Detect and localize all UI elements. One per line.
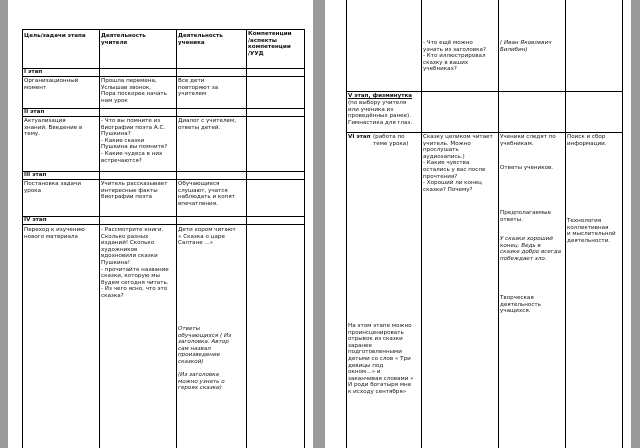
stage1-goal: Организационный момент (24, 78, 79, 91)
stage1-title: I этап (24, 69, 43, 75)
stage1-student: Все дети повторяют за учителем (178, 78, 219, 98)
stage6-student-e: Творческая деятельность учащихся. (500, 295, 541, 315)
stage3-student: Обучающиеся слушают, учатся наблюдать и копят впечатления. (178, 181, 235, 207)
stage4-teacher: - Рассмотрите книги. Сколько разных изданий! Сколько художников вдохновили сказки Пушкина! - прочитайте название сказки, которую мы будем сегодня читать. - Из чего ясно, что это сказка? (101, 227, 169, 299)
stage6-competence-b: Технология коллективная и мыслительной деятельности. (567, 218, 616, 244)
top-student: ( Иван Яковлевич Билибин) (500, 40, 552, 53)
stage1-teacher: Прошла перемена, Услышав звонок, Пора поскорее начать нам урок (101, 78, 167, 104)
stage6-competence-a: Поиск и сбор информации. (567, 134, 607, 147)
header-teacher: Деятельность учителя (101, 33, 146, 46)
stage6-subtitle: (работа по теме урока) (373, 134, 409, 147)
stage6-student-a: Ученики следят по учебникам. (500, 134, 556, 147)
stage4-title: IV этап (24, 217, 47, 223)
stage3-goal: Постановка задачи урока (24, 181, 81, 194)
stage5-title: V этап, физминутка (348, 93, 413, 99)
stage3-title: III этап (24, 172, 47, 178)
document-page-right (325, 0, 631, 448)
stage6-student-c: Предполагаемые ответы. (500, 210, 552, 223)
header-student: Деятельность ученика (178, 33, 223, 46)
header-stage: Цель/задачи этапа (24, 33, 86, 39)
stage2-teacher: - Что вы помните из биографии поэта А.С. Пушкина? - Какие сказки Пушкина вы помните? - Какие чудеса в них встречаются? (101, 118, 168, 164)
stage4-goal: Переход к изучению нового материала (24, 227, 85, 240)
stage6-student-d: У сказки хороший конец. Ведь в сказке добро всегда побеждает зло. (500, 236, 561, 262)
stage5-desc: (по выбору учителя или ученика из проведённых ранее). Гимнастика для глаз. (348, 100, 413, 126)
stage4-student-bottom: Ответы обучающихся ( Из заголовка. Автор сам назвал произведение сказкой) (Из заголовка можно узнать о героях сказки) (178, 326, 232, 392)
stage2-student: Диалог с учителем, ответы детей. (178, 118, 236, 131)
document-page-left (8, 0, 313, 448)
stage2-goal: Актуализация знаний. Введение в тему. (24, 118, 83, 138)
stage4-student-top: Дети хором читают « Сказка о царе Салтане ...» (178, 227, 236, 247)
stage6-title: VI этап (348, 134, 371, 140)
stage6-teacher: Сказку целиком читает учитель. Можно прослушать аудиозапись.) - Какие чувства остались у вас после прочтения? - Хороший ли конец сказки? Почему? (423, 134, 493, 193)
stage6-student-b: Ответы учеников. (500, 165, 554, 171)
top-teacher: - Что ещё можно узнать из заголовка? - Кто иллюстрировал сказку в ваших учебниках? (423, 40, 486, 73)
header-competence: Компетенции /аспекты компетенции /УУД (248, 31, 292, 57)
stage3-teacher: Учитель рассказывает интересные факты биографии поэта (101, 181, 168, 201)
stage2-title: II этап (24, 109, 45, 115)
stage6-bottom: На этом этапе можно проинсценировать отрывок из сказки заранее подготовленными детьми со слов « Три девицы под окном…» и заканчивая словами « И роди богатыря мне к исходу сентября» (348, 323, 414, 395)
